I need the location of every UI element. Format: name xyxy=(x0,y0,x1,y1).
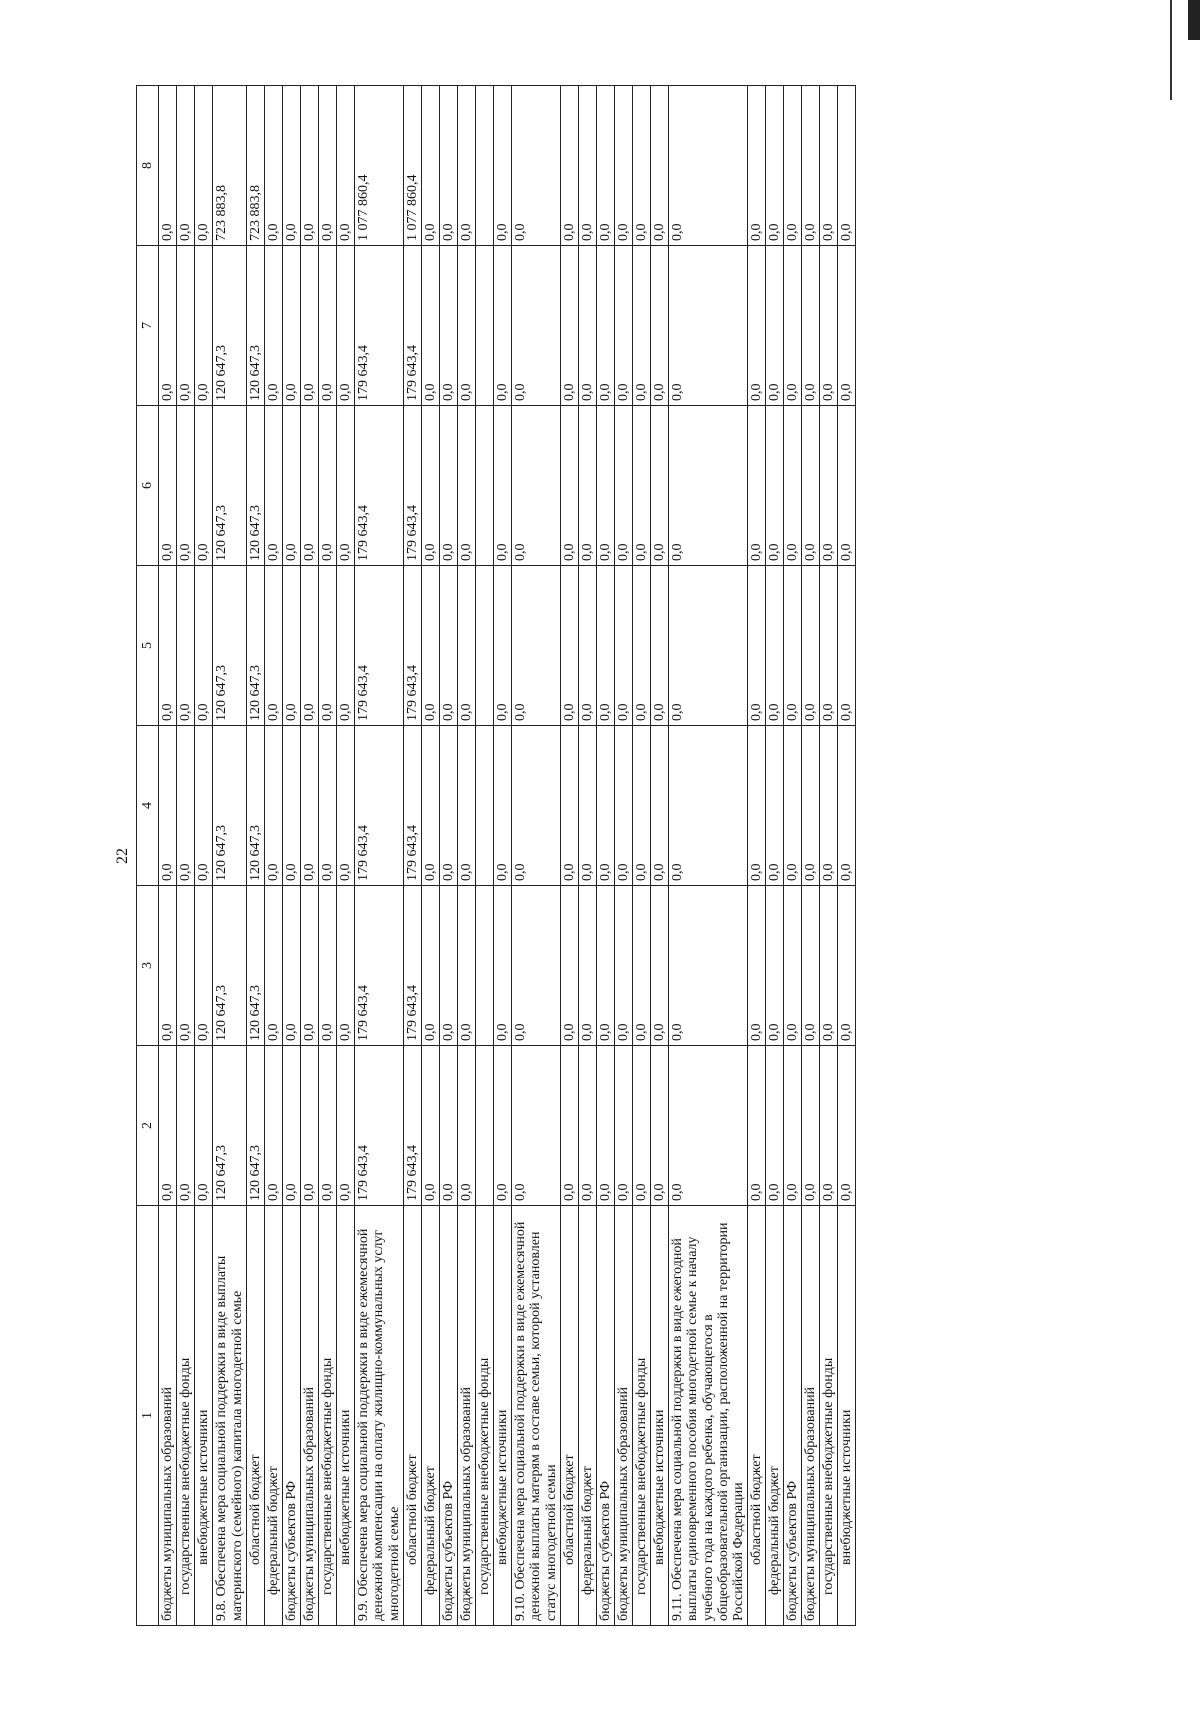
value-cell: 0,0 xyxy=(784,86,802,246)
value-cell: 0,0 xyxy=(319,566,337,726)
value-cell: 0,0 xyxy=(421,1046,439,1206)
value-cell: 179 643,4 xyxy=(403,246,421,406)
value-cell: 0,0 xyxy=(300,246,318,406)
value-cell: 0,0 xyxy=(560,246,578,406)
value-cell: 0,0 xyxy=(195,566,213,726)
table-row xyxy=(300,86,318,1626)
value-cell: 0,0 xyxy=(651,886,669,1046)
value-cell: 0,0 xyxy=(765,406,783,566)
value-cell: 0,0 xyxy=(838,246,856,406)
value-cell: 0,0 xyxy=(614,86,632,246)
value-cell: 0,0 xyxy=(439,886,457,1046)
value-cell xyxy=(476,1046,494,1206)
value-cell: 0,0 xyxy=(337,726,355,886)
value-cell: 0,0 xyxy=(457,566,475,726)
row-label: бюджеты муниципальных образований xyxy=(457,1206,475,1626)
value-cell: 120 647,3 xyxy=(246,1046,264,1206)
value-cell: 0,0 xyxy=(747,406,765,566)
value-cell: 0,0 xyxy=(264,726,282,886)
value-cell: 0,0 xyxy=(512,726,560,886)
value-cell: 0,0 xyxy=(560,86,578,246)
value-cell: 0,0 xyxy=(765,86,783,246)
header-row xyxy=(137,86,159,1626)
row-label: федеральный бюджет xyxy=(421,1206,439,1626)
value-cell: 0,0 xyxy=(651,246,669,406)
value-cell: 0,0 xyxy=(457,886,475,1046)
value-cell: 0,0 xyxy=(195,406,213,566)
value-cell: 0,0 xyxy=(651,406,669,566)
value-cell: 0,0 xyxy=(177,1046,195,1206)
value-cell: 0,0 xyxy=(669,566,748,726)
value-cell: 120 647,3 xyxy=(213,566,246,726)
value-cell: 0,0 xyxy=(512,86,560,246)
value-cell: 0,0 xyxy=(512,1046,560,1206)
value-cell: 0,0 xyxy=(421,566,439,726)
table-row xyxy=(264,86,282,1626)
value-cell: 0,0 xyxy=(457,406,475,566)
value-cell: 0,0 xyxy=(747,726,765,886)
value-cell: 0,0 xyxy=(802,726,820,886)
table-row xyxy=(512,86,560,1626)
table-row xyxy=(337,86,355,1626)
table-row xyxy=(246,86,264,1626)
value-cell: 0,0 xyxy=(282,726,300,886)
value-cell: 0,0 xyxy=(319,886,337,1046)
value-cell: 179 643,4 xyxy=(403,726,421,886)
value-cell: 0,0 xyxy=(300,406,318,566)
value-cell: 0,0 xyxy=(457,86,475,246)
value-cell: 0,0 xyxy=(264,566,282,726)
value-cell: 0,0 xyxy=(765,726,783,886)
value-cell: 0,0 xyxy=(765,886,783,1046)
row-label: 9.9. Обеспечена мера социальной поддержки в виде ежемесячной денежной компенсации на оплату жилищно-коммунальных услуг многодетной семье xyxy=(355,1206,403,1626)
row-label: государственные внебюджетные фонды xyxy=(319,1206,337,1626)
header-cell: 8 xyxy=(137,86,159,246)
table-row xyxy=(784,86,802,1626)
value-cell: 0,0 xyxy=(439,86,457,246)
row-label: областной бюджет xyxy=(560,1206,578,1626)
value-cell: 0,0 xyxy=(421,86,439,246)
value-cell xyxy=(476,726,494,886)
value-cell: 0,0 xyxy=(319,726,337,886)
header-cell: 4 xyxy=(137,726,159,886)
value-cell: 0,0 xyxy=(669,886,748,1046)
value-cell: 179 643,4 xyxy=(355,1046,403,1206)
value-cell: 0,0 xyxy=(282,406,300,566)
value-cell: 0,0 xyxy=(159,1046,177,1206)
row-label: бюджеты субъектов РФ xyxy=(282,1206,300,1626)
value-cell: 0,0 xyxy=(439,1046,457,1206)
value-cell: 0,0 xyxy=(177,86,195,246)
value-cell: 0,0 xyxy=(633,566,651,726)
table-row xyxy=(747,86,765,1626)
value-cell: 0,0 xyxy=(457,726,475,886)
value-cell: 0,0 xyxy=(177,886,195,1046)
value-cell: 0,0 xyxy=(560,406,578,566)
row-label: областной бюджет xyxy=(403,1206,421,1626)
value-cell: 0,0 xyxy=(319,406,337,566)
table-row xyxy=(838,86,856,1626)
value-cell xyxy=(476,86,494,246)
value-cell: 0,0 xyxy=(494,886,512,1046)
value-cell: 179 643,4 xyxy=(403,406,421,566)
value-cell: 0,0 xyxy=(282,566,300,726)
value-cell: 0,0 xyxy=(177,246,195,406)
value-cell: 0,0 xyxy=(765,566,783,726)
value-cell: 0,0 xyxy=(633,886,651,1046)
row-label: внебюджетные источники xyxy=(494,1206,512,1626)
value-cell: 0,0 xyxy=(494,1046,512,1206)
value-cell: 179 643,4 xyxy=(403,566,421,726)
table-row xyxy=(213,86,246,1626)
value-cell: 0,0 xyxy=(195,1046,213,1206)
row-label: областной бюджет xyxy=(246,1206,264,1626)
value-cell: 0,0 xyxy=(633,406,651,566)
row-label: внебюджетные источники xyxy=(838,1206,856,1626)
value-cell: 0,0 xyxy=(282,1046,300,1206)
value-cell: 0,0 xyxy=(747,886,765,1046)
value-cell: 0,0 xyxy=(300,726,318,886)
value-cell: 0,0 xyxy=(633,246,651,406)
value-cell: 0,0 xyxy=(300,1046,318,1206)
header-cell: 2 xyxy=(137,1046,159,1206)
row-label: внебюджетные источники xyxy=(195,1206,213,1626)
value-cell: 0,0 xyxy=(337,886,355,1046)
value-cell: 0,0 xyxy=(421,246,439,406)
value-cell: 0,0 xyxy=(838,726,856,886)
value-cell: 0,0 xyxy=(337,1046,355,1206)
value-cell: 179 643,4 xyxy=(355,406,403,566)
value-cell xyxy=(476,566,494,726)
value-cell: 0,0 xyxy=(159,566,177,726)
table-row xyxy=(765,86,783,1626)
value-cell: 0,0 xyxy=(784,566,802,726)
value-cell: 120 647,3 xyxy=(213,1046,246,1206)
value-cell: 0,0 xyxy=(457,246,475,406)
value-cell: 0,0 xyxy=(421,886,439,1046)
table-row xyxy=(282,86,300,1626)
value-cell xyxy=(476,246,494,406)
value-cell: 0,0 xyxy=(596,566,614,726)
row-label: внебюджетные источники xyxy=(651,1206,669,1626)
value-cell: 179 643,4 xyxy=(403,1046,421,1206)
value-cell: 0,0 xyxy=(512,246,560,406)
value-cell: 0,0 xyxy=(195,886,213,1046)
value-cell: 179 643,4 xyxy=(355,246,403,406)
budget-table xyxy=(136,85,856,1626)
value-cell: 120 647,3 xyxy=(213,246,246,406)
value-cell: 0,0 xyxy=(578,86,596,246)
value-cell: 0,0 xyxy=(319,86,337,246)
value-cell: 0,0 xyxy=(820,246,838,406)
value-cell: 0,0 xyxy=(578,566,596,726)
row-label: государственные внебюджетные фонды xyxy=(820,1206,838,1626)
value-cell: 0,0 xyxy=(838,1046,856,1206)
value-cell: 179 643,4 xyxy=(355,566,403,726)
value-cell: 0,0 xyxy=(820,566,838,726)
value-cell: 0,0 xyxy=(614,566,632,726)
value-cell: 0,0 xyxy=(319,246,337,406)
value-cell: 0,0 xyxy=(669,726,748,886)
value-cell: 0,0 xyxy=(802,406,820,566)
value-cell: 120 647,3 xyxy=(246,886,264,1046)
value-cell: 0,0 xyxy=(177,566,195,726)
value-cell: 0,0 xyxy=(264,886,282,1046)
table-row xyxy=(439,86,457,1626)
value-cell: 0,0 xyxy=(651,566,669,726)
header-cell: 7 xyxy=(137,246,159,406)
value-cell: 0,0 xyxy=(439,726,457,886)
value-cell: 0,0 xyxy=(633,86,651,246)
table-row xyxy=(177,86,195,1626)
value-cell: 0,0 xyxy=(421,406,439,566)
value-cell: 0,0 xyxy=(784,1046,802,1206)
row-label: 9.10. Обеспечена мера социальной поддержки в виде ежемесячной денежной выплаты матерям в составе семьи, которой установлен статус многодетной семьи xyxy=(512,1206,560,1626)
row-label: бюджеты субъектов РФ xyxy=(784,1206,802,1626)
row-label: государственные внебюджетные фонды xyxy=(177,1206,195,1626)
value-cell: 0,0 xyxy=(282,246,300,406)
value-cell: 0,0 xyxy=(457,1046,475,1206)
value-cell: 0,0 xyxy=(614,1046,632,1206)
value-cell: 0,0 xyxy=(802,246,820,406)
value-cell: 0,0 xyxy=(596,726,614,886)
value-cell: 0,0 xyxy=(765,246,783,406)
value-cell: 0,0 xyxy=(820,86,838,246)
value-cell: 0,0 xyxy=(282,86,300,246)
row-label: государственные внебюджетные фонды xyxy=(633,1206,651,1626)
table-row xyxy=(614,86,632,1626)
value-cell: 0,0 xyxy=(596,86,614,246)
value-cell: 0,0 xyxy=(512,566,560,726)
value-cell: 179 643,4 xyxy=(355,726,403,886)
value-cell: 0,0 xyxy=(560,566,578,726)
row-label: бюджеты муниципальных образований xyxy=(802,1206,820,1626)
value-cell: 0,0 xyxy=(494,566,512,726)
value-cell: 0,0 xyxy=(494,246,512,406)
value-cell: 0,0 xyxy=(747,86,765,246)
value-cell: 0,0 xyxy=(159,86,177,246)
table-row xyxy=(669,86,748,1626)
row-label: бюджеты муниципальных образований xyxy=(300,1206,318,1626)
value-cell: 0,0 xyxy=(747,1046,765,1206)
value-cell: 0,0 xyxy=(669,246,748,406)
value-cell: 0,0 xyxy=(195,246,213,406)
value-cell: 120 647,3 xyxy=(246,566,264,726)
value-cell: 0,0 xyxy=(264,1046,282,1206)
value-cell: 0,0 xyxy=(651,86,669,246)
value-cell: 120 647,3 xyxy=(246,726,264,886)
table-row xyxy=(820,86,838,1626)
value-cell: 0,0 xyxy=(439,246,457,406)
value-cell: 0,0 xyxy=(838,86,856,246)
page-number: 22 xyxy=(114,848,131,864)
value-cell: 0,0 xyxy=(651,1046,669,1206)
value-cell: 0,0 xyxy=(669,86,748,246)
value-cell: 0,0 xyxy=(195,726,213,886)
row-label: бюджеты субъектов РФ xyxy=(439,1206,457,1626)
header-cell: 6 xyxy=(137,406,159,566)
table-row xyxy=(195,86,213,1626)
value-cell: 0,0 xyxy=(651,726,669,886)
value-cell: 0,0 xyxy=(669,1046,748,1206)
value-cell: 723 883,8 xyxy=(213,86,246,246)
value-cell: 723 883,8 xyxy=(246,86,264,246)
rotated-page xyxy=(106,86,1086,1626)
value-cell: 120 647,3 xyxy=(213,886,246,1046)
value-cell: 0,0 xyxy=(669,406,748,566)
value-cell: 0,0 xyxy=(494,726,512,886)
table-body xyxy=(137,86,856,1626)
value-cell: 0,0 xyxy=(614,726,632,886)
value-cell: 0,0 xyxy=(784,406,802,566)
table-row xyxy=(560,86,578,1626)
value-cell: 0,0 xyxy=(177,406,195,566)
value-cell: 0,0 xyxy=(838,566,856,726)
value-cell: 0,0 xyxy=(578,246,596,406)
value-cell: 0,0 xyxy=(300,86,318,246)
value-cell xyxy=(476,406,494,566)
row-label: бюджеты муниципальных образований xyxy=(159,1206,177,1626)
value-cell: 179 643,4 xyxy=(403,886,421,1046)
row-label: федеральный бюджет xyxy=(578,1206,596,1626)
value-cell: 0,0 xyxy=(177,726,195,886)
value-cell: 0,0 xyxy=(578,886,596,1046)
table-row xyxy=(403,86,421,1626)
value-cell: 0,0 xyxy=(596,406,614,566)
value-cell: 0,0 xyxy=(578,1046,596,1206)
table-row xyxy=(355,86,403,1626)
value-cell: 1 077 860,4 xyxy=(355,86,403,246)
value-cell: 0,0 xyxy=(159,246,177,406)
row-label: внебюджетные источники xyxy=(337,1206,355,1626)
value-cell: 0,0 xyxy=(560,726,578,886)
value-cell: 179 643,4 xyxy=(355,886,403,1046)
value-cell: 0,0 xyxy=(512,406,560,566)
value-cell: 0,0 xyxy=(421,726,439,886)
table-row xyxy=(596,86,614,1626)
value-cell: 0,0 xyxy=(319,1046,337,1206)
value-cell: 0,0 xyxy=(195,86,213,246)
value-cell: 0,0 xyxy=(300,566,318,726)
value-cell: 0,0 xyxy=(439,406,457,566)
value-cell: 0,0 xyxy=(633,726,651,886)
header-cell: 3 xyxy=(137,886,159,1046)
value-cell: 120 647,3 xyxy=(213,726,246,886)
value-cell: 0,0 xyxy=(633,1046,651,1206)
value-cell: 0,0 xyxy=(596,1046,614,1206)
value-cell: 0,0 xyxy=(264,406,282,566)
value-cell: 0,0 xyxy=(159,726,177,886)
table-row xyxy=(476,86,494,1626)
value-cell: 0,0 xyxy=(264,246,282,406)
table-row xyxy=(651,86,669,1626)
scan-edge-mark xyxy=(1188,0,1200,40)
value-cell: 0,0 xyxy=(820,406,838,566)
value-cell: 0,0 xyxy=(439,566,457,726)
value-cell: 0,0 xyxy=(300,886,318,1046)
value-cell: 120 647,3 xyxy=(246,406,264,566)
value-cell xyxy=(476,886,494,1046)
value-cell: 0,0 xyxy=(614,246,632,406)
value-cell: 0,0 xyxy=(578,406,596,566)
row-label: федеральный бюджет xyxy=(765,1206,783,1626)
table-row xyxy=(494,86,512,1626)
value-cell: 0,0 xyxy=(784,886,802,1046)
scan-edge-line xyxy=(1170,0,1172,100)
value-cell: 0,0 xyxy=(494,86,512,246)
value-cell: 0,0 xyxy=(494,406,512,566)
header-cell: 1 xyxy=(137,1206,159,1626)
value-cell: 0,0 xyxy=(337,86,355,246)
table-row xyxy=(159,86,177,1626)
value-cell: 0,0 xyxy=(838,886,856,1046)
header-cell: 5 xyxy=(137,566,159,726)
row-label: 9.11. Обеспечена мера социальной поддержки в виде ежегодной выплаты единовременного пособия многодетной семье к началу учебного года на каждого ребенка, обучающегося в общеобразовательной организации, расположенной на территории Российской Федерации xyxy=(669,1206,748,1626)
value-cell: 0,0 xyxy=(802,886,820,1046)
value-cell: 0,0 xyxy=(596,246,614,406)
value-cell: 0,0 xyxy=(802,1046,820,1206)
value-cell: 0,0 xyxy=(838,406,856,566)
value-cell: 0,0 xyxy=(159,886,177,1046)
value-cell: 0,0 xyxy=(159,406,177,566)
value-cell: 1 077 860,4 xyxy=(403,86,421,246)
value-cell: 0,0 xyxy=(282,886,300,1046)
value-cell: 0,0 xyxy=(578,726,596,886)
value-cell: 120 647,3 xyxy=(246,246,264,406)
row-label: государственные внебюджетные фонды xyxy=(476,1206,494,1626)
value-cell: 0,0 xyxy=(264,86,282,246)
value-cell: 0,0 xyxy=(765,1046,783,1206)
value-cell: 0,0 xyxy=(747,566,765,726)
value-cell: 0,0 xyxy=(337,246,355,406)
value-cell: 0,0 xyxy=(560,1046,578,1206)
value-cell: 0,0 xyxy=(784,726,802,886)
table-row xyxy=(633,86,651,1626)
value-cell: 0,0 xyxy=(802,566,820,726)
row-label: бюджеты муниципальных образований xyxy=(614,1206,632,1626)
value-cell: 0,0 xyxy=(802,86,820,246)
value-cell: 0,0 xyxy=(820,1046,838,1206)
value-cell: 0,0 xyxy=(820,886,838,1046)
table-row xyxy=(421,86,439,1626)
row-label: бюджеты субъектов РФ xyxy=(596,1206,614,1626)
value-cell: 120 647,3 xyxy=(213,406,246,566)
value-cell: 0,0 xyxy=(614,886,632,1046)
table-row xyxy=(457,86,475,1626)
value-cell: 0,0 xyxy=(512,886,560,1046)
value-cell: 0,0 xyxy=(337,406,355,566)
table-row xyxy=(802,86,820,1626)
value-cell: 0,0 xyxy=(784,246,802,406)
row-label: областной бюджет xyxy=(747,1206,765,1626)
value-cell: 0,0 xyxy=(596,886,614,1046)
table-row xyxy=(319,86,337,1626)
value-cell: 0,0 xyxy=(337,566,355,726)
table-row xyxy=(578,86,596,1626)
value-cell: 0,0 xyxy=(560,886,578,1046)
value-cell: 0,0 xyxy=(820,726,838,886)
row-label: федеральный бюджет xyxy=(264,1206,282,1626)
value-cell: 0,0 xyxy=(614,406,632,566)
value-cell: 0,0 xyxy=(747,246,765,406)
row-label: 9.8. Обеспечена мера социальной поддержки в виде выплаты материнского (семейного) капитала многодетной семье xyxy=(213,1206,246,1626)
